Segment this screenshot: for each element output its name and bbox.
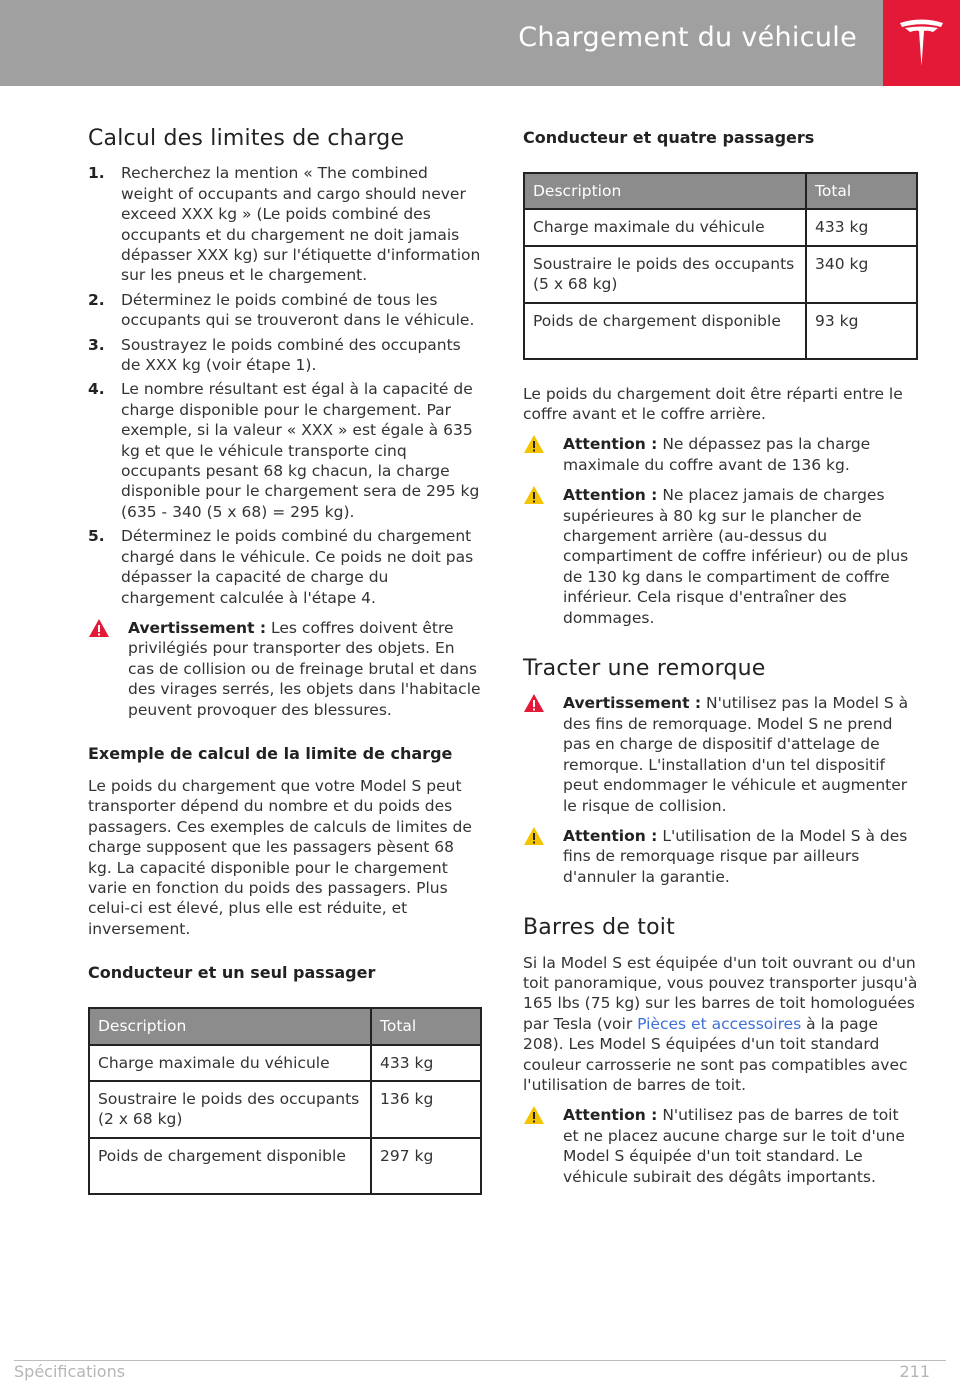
table2-heading: Conducteur et quatre passagers xyxy=(523,128,815,147)
left-column xyxy=(88,126,482,1195)
roof-text-after: à la page 208). Les Model S équipées d'un toit standard couleur carrosserie ne sont pas compatibles avec l'utilisation de barres de toit. xyxy=(523,1014,908,1094)
table-row xyxy=(524,246,917,303)
warning-text: Les coffres doivent être privilégiés pour transporter des objets. En cas de collision ou de freinage brutal et dans des virages serrés, les objets dans l'habitacle peuvent provoquer des blessures. xyxy=(128,618,481,719)
footer-divider xyxy=(14,1360,946,1361)
column-header: Total xyxy=(806,173,917,209)
warning-text: N'utilisez pas la Model S à des fins de remorquage. Model S ne prend pas en charge de dispositif d'attelage de remorque. L'installation d'un tel dispositif peut endommager le véhicule et augmenter le risque de collision. xyxy=(563,694,909,815)
step-number: 1. xyxy=(88,164,105,183)
step-number: 3. xyxy=(88,335,105,354)
header-title: Chargement du véhicule xyxy=(518,22,857,53)
column-header: Description xyxy=(524,173,806,209)
table-header-row xyxy=(524,173,917,209)
table-cell: 297 kg xyxy=(371,1138,481,1194)
caution-triangle-icon xyxy=(523,826,545,846)
load-table-driver-four-passengers xyxy=(523,172,918,360)
caution-label: Attention : xyxy=(563,435,658,454)
warning-notice xyxy=(88,618,482,720)
table-cell: 93 kg xyxy=(806,303,917,359)
caution-label: Attention : xyxy=(563,486,658,505)
step-number: 4. xyxy=(88,380,105,399)
example-text: Le poids du chargement que votre Model S peut transporter dépend du nombre et du poids des passagers. Ces exemples de calculs de limites de charge supposent que les passagers pèsent 68 kg. La capacité disponible pour le chargement varie en fonction du poids des passagers. Plus celui-ci est élevé, plus elle est réduite, et inversement. xyxy=(88,776,472,938)
page-number: 211 xyxy=(899,1362,930,1381)
table-cell: 340 kg xyxy=(806,246,917,303)
table-cell: Charge maximale du véhicule xyxy=(89,1045,371,1081)
caution-label: Attention : xyxy=(563,1106,658,1125)
table-cell: Soustraire le poids des occupants (5 x 68 kg) xyxy=(524,246,806,303)
caution-notice xyxy=(523,485,918,628)
table-cell: Charge maximale du véhicule xyxy=(524,209,806,245)
table-cell: Poids de chargement disponible xyxy=(524,303,806,359)
tesla-logo-icon xyxy=(899,19,944,67)
section-heading-roof-racks: Barres de toit xyxy=(523,915,675,941)
step-text: Soustrayez le poids combiné des occupants de XXX kg (voir étape 1). xyxy=(121,335,461,375)
table-cell: Poids de chargement disponible xyxy=(89,1138,371,1194)
distribution-text: Le poids du chargement doit être réparti entre le coffre avant et le coffre arrière. xyxy=(523,384,903,424)
table-row xyxy=(89,1081,481,1138)
table-header-row xyxy=(89,1008,481,1044)
step-text: Déterminez le poids combiné de tous les occupants qui se trouveront dans le véhicule. xyxy=(121,290,475,330)
warning-notice xyxy=(523,693,918,815)
step-text: Recherchez la mention « The combined weight of occupants and cargo should never exceed XXX kg » (Le poids combiné des occupants et du chargement ne doit jamais dépasser XXX kg) sur l'étiquette d'information sur les pneus et le chargement. xyxy=(121,164,481,285)
tesla-logo xyxy=(883,0,960,86)
caution-triangle-icon xyxy=(523,485,545,505)
table-row xyxy=(89,1045,481,1081)
table-row xyxy=(524,209,917,245)
table-cell: Soustraire le poids des occupants (2 x 68 kg) xyxy=(89,1081,371,1138)
table-cell: 136 kg xyxy=(371,1081,481,1138)
steps-list xyxy=(88,163,482,608)
list-item xyxy=(88,379,482,522)
caution-notice xyxy=(523,826,918,887)
step-number: 5. xyxy=(88,527,105,546)
section-heading-towing: Tracter une remorque xyxy=(523,656,766,682)
caution-text: L'utilisation de la Model S à des fins de remorquage risque par ailleurs d'annuler la garantie. xyxy=(563,826,908,886)
warning-triangle-icon xyxy=(88,618,110,638)
list-item xyxy=(88,526,482,608)
example-heading: Exemple de calcul de la limite de charge xyxy=(88,743,453,763)
caution-triangle-icon xyxy=(523,434,545,454)
caution-triangle-icon xyxy=(523,1105,545,1125)
list-item xyxy=(88,335,482,376)
roof-text-before: Si la Model S est équipée d'un toit ouvrant ou d'un toit panoramique, vous pouvez transporter jusqu'à 165 lbs (75 kg) sur les barres de toit homologuées par Tesla (voir xyxy=(523,953,918,1033)
caution-text: Ne dépassez pas la charge maximale du coffre avant de 136 kg. xyxy=(563,435,871,474)
table1-heading: Conducteur et un seul passager xyxy=(88,963,376,983)
footer-section: Spécifications xyxy=(14,1362,126,1381)
table-row xyxy=(524,303,917,359)
caution-notice xyxy=(523,434,918,475)
right-column xyxy=(523,128,918,1187)
list-item xyxy=(88,163,482,285)
warning-triangle-icon xyxy=(523,693,545,713)
table-row xyxy=(89,1138,481,1194)
accessories-link[interactable]: Pièces et accessoires xyxy=(637,1014,802,1033)
warning-label: Avertissement : xyxy=(563,694,702,713)
caution-notice xyxy=(523,1105,918,1187)
caution-label: Attention : xyxy=(563,826,658,845)
table-cell: 433 kg xyxy=(806,209,917,245)
caution-text: Ne placez jamais de charges supérieures à 80 kg sur le plancher de chargement arrière (au-dessus du compartiment de coffre inférieur) ou de plus de 130 kg dans le compartiment de coffre inférieur. Cela risque d'entraîner des dommages. xyxy=(563,486,909,627)
column-header: Description xyxy=(89,1008,371,1044)
table-cell: 433 kg xyxy=(371,1045,481,1081)
list-item xyxy=(88,290,482,331)
page-header xyxy=(0,0,960,86)
column-header: Total xyxy=(371,1008,481,1044)
section-heading-load-limits: Calcul des limites de charge xyxy=(88,126,405,151)
load-table-driver-one-passenger xyxy=(88,1007,482,1195)
warning-label: Avertissement : xyxy=(128,618,267,637)
step-text: Le nombre résultant est égal à la capacité de charge disponible pour le chargement. Par exemple, si la valeur « XXX » est égale à 635 kg et que le véhicule transporte cinq occupants pesant 68 kg chacun, la charge disponible pour le chargement sera de 295 kg (635 - 340 (5 x 68) = 295 kg). xyxy=(121,380,480,521)
step-number: 2. xyxy=(88,290,105,309)
roof-text xyxy=(523,953,918,1096)
step-text: Déterminez le poids combiné du chargement chargé dans le véhicule. Ce poids ne doit pas dépasser la capacité de charge du chargement calculée à l'étape 4. xyxy=(121,527,474,607)
caution-text: N'utilisez pas de barres de toit et ne placez aucune charge sur le toit d'une Model S équipée d'un toit standard. Le véhicule subirait des dégâts importants. xyxy=(563,1106,905,1186)
